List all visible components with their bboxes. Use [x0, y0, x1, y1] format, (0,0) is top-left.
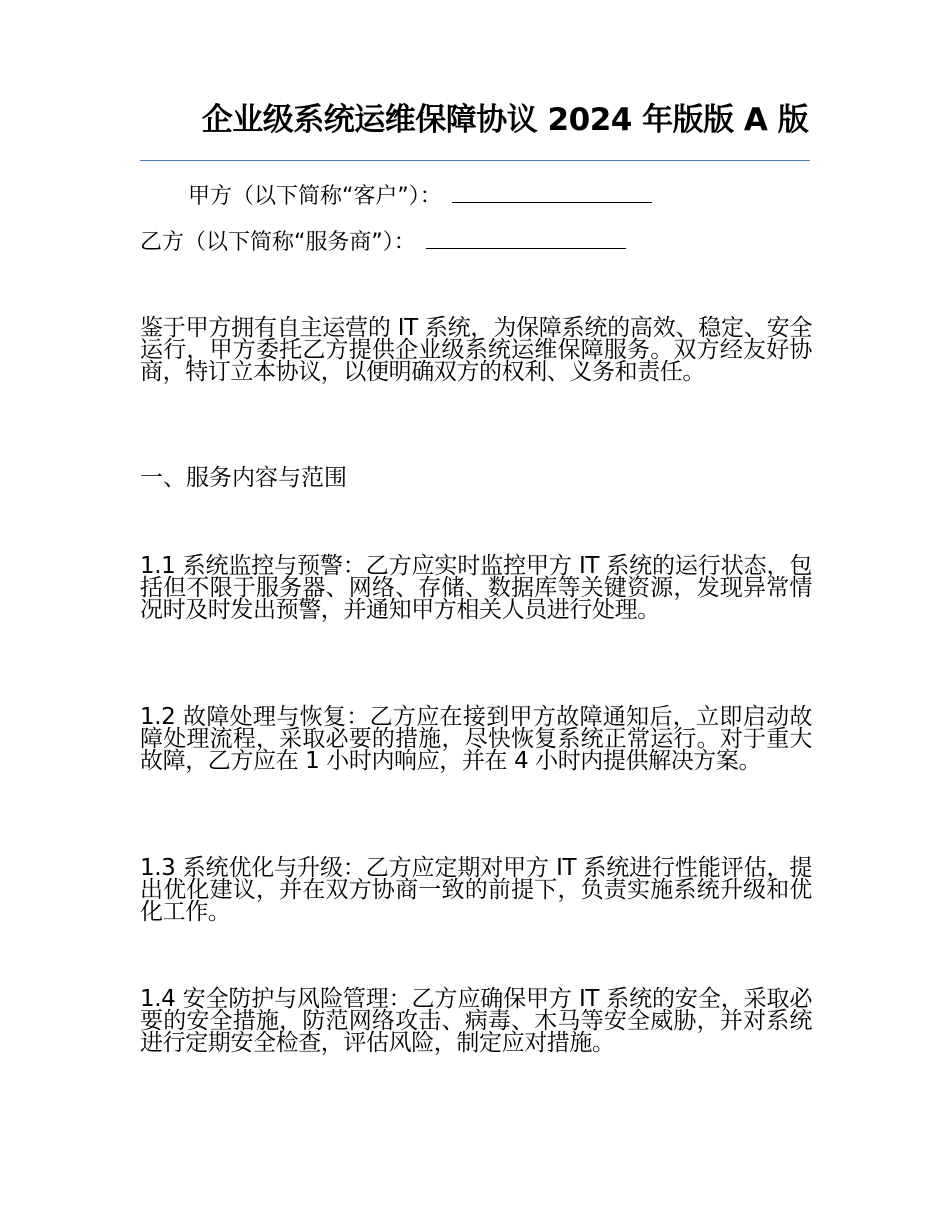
party-a-line — [188, 182, 652, 210]
party-b-label: 乙方（以下简称“服务商”）： — [140, 230, 416, 255]
title-divider — [140, 160, 810, 161]
document-title: 企业级系统运维保障协议 2024 年版版 A 版 — [201, 102, 809, 138]
clause-1-3: 1.3 系统优化与升级：乙方应定期对甲方 IT 系统进行性能评估，提出优化建议，并在双方协商一致的前提下，负责实施系统升级和优化工作。 — [140, 855, 812, 925]
party-a-label: 甲方（以下简称“客户”）： — [188, 184, 442, 209]
clause-1-1: 1.1 系统监控与预警：乙方应实时监控甲方 IT 系统的运行状态，包括但不限于服务器、网络、存储、数据库等关键资源，发现异常情况时及时发出预警，并通知甲方相关人员进行处理。 — [140, 553, 812, 623]
intro-paragraph: 鉴于甲方拥有自主运营的 IT 系统，为保障系统的高效、稳定、安全运行，甲方委托乙方提供企业级系统运维保障服务。双方经友好协商，特订立本协议，以便明确双方的权利、义务和责任。 — [140, 315, 812, 385]
clause-1-4: 1.4 安全防护与风险管理：乙方应确保甲方 IT 系统的安全，采取必要的安全措施，防范网络攻击、病毒、木马等安全威胁，并对系统进行定期安全检查，评估风险，制定应对措施。 — [140, 986, 812, 1056]
section-heading: 一、服务内容与范围 — [140, 465, 347, 491]
party-b-blank — [426, 228, 626, 249]
party-b-line — [140, 228, 626, 256]
clause-1-2: 1.2 故障处理与恢复：乙方应在接到甲方故障通知后，立即启动故障处理流程，采取必要的措施，尽快恢复系统正常运行。对于重大故障，乙方应在 1 小时内响应，并在 4 小时内提供解决方案。 — [140, 704, 812, 774]
party-a-blank — [452, 182, 652, 203]
